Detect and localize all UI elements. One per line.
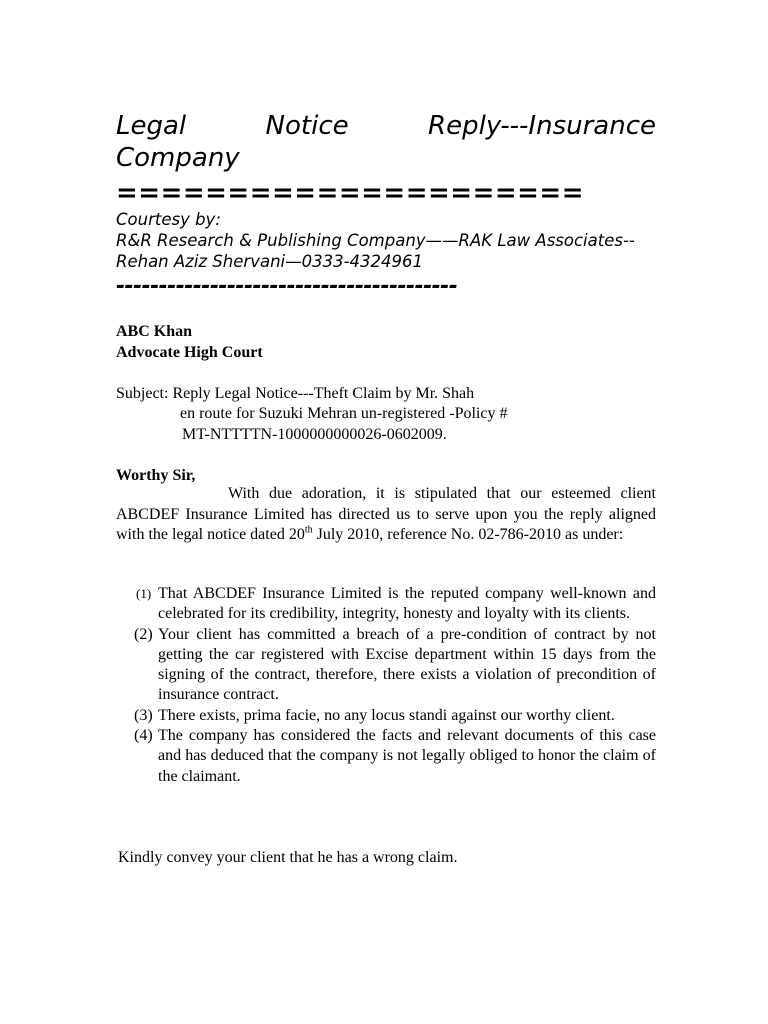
subject-continuation: en route for Suzuki Mehran un-registered -Policy # <box>180 405 508 422</box>
courtesy-label: Courtesy by: <box>116 210 221 229</box>
subject-line: Subject: Reply Legal Notice---Theft Claim by Mr. Shah <box>116 385 475 402</box>
list-item-number: (4) <box>134 727 153 745</box>
policy-number: MT-NTTTTN-1000000000026-0602009. <box>182 426 447 443</box>
list-item-number: (2) <box>134 625 153 643</box>
intro-text-part1: With due adoration, it is stipulated that our esteemed client ABCDEF Insurance Limited has directed us to serve upon you the reply aligned with the legal notice dated 20 <box>116 485 656 543</box>
list-item <box>134 706 656 726</box>
document-title-continued: Company <box>116 143 240 173</box>
dash-divider: ---------------------------------------- <box>116 274 458 299</box>
document-title: Legal Notice Reply---Insurance <box>116 111 656 141</box>
courtesy-contact: Rehan Aziz Shervani—0333-4324961 <box>116 252 424 271</box>
list-item <box>134 584 656 625</box>
equals-divider: ===================== <box>116 178 584 208</box>
addressee-name: ABC Khan <box>116 323 193 340</box>
intro-text-part2: July 2010, reference No. 02-786-2010 as under: <box>312 526 624 543</box>
closing-line: Kindly convey your client that he has a wrong claim. <box>118 849 458 866</box>
list-item-number: (3) <box>134 706 153 724</box>
list-item <box>134 625 656 706</box>
points-list <box>134 584 656 787</box>
addressee-title: Advocate High Court <box>116 344 263 361</box>
list-item-text: There exists, prima facie, no any locus standi against our worthy client. <box>158 706 615 724</box>
list-item-number: (1) <box>136 586 152 601</box>
courtesy-publisher: R&R Research & Publishing Company——RAK Law Associates-- <box>116 231 635 250</box>
list-item <box>134 726 656 787</box>
intro-paragraph <box>116 484 656 546</box>
ordinal-suffix: th <box>304 524 313 536</box>
list-item-text: The company has considered the facts and relevant documents of this case and has deduced that the company is not legally obliged to honor the claim of the claimant. <box>158 727 656 785</box>
list-item-text: Your client has committed a breach of a pre-condition of contract by not getting the car registered with Excise department within 15 days from the signing of the contract, therefore, there exists a violation of precondition of insurance contract. <box>158 625 656 704</box>
list-item-text: That ABCDEF Insurance Limited is the reputed company well-known and celebrated for its credibility, integrity, honesty and loyalty with its clients. <box>158 585 656 623</box>
salutation: Worthy Sir, <box>116 467 196 484</box>
